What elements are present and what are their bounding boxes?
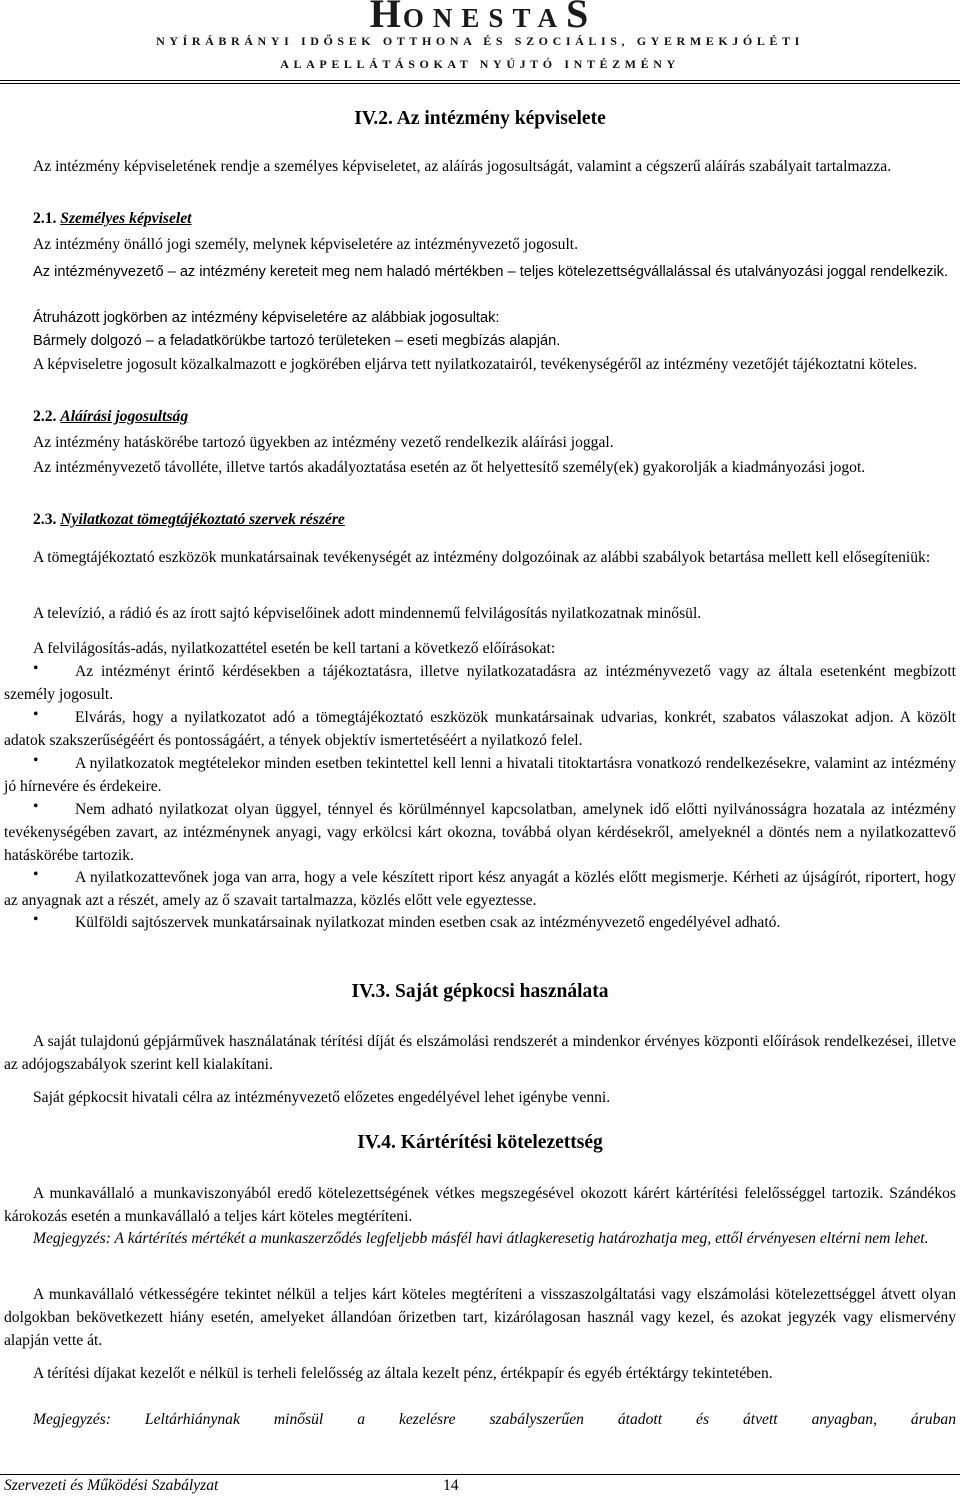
- subsection-title: Személyes képviselet: [60, 210, 192, 227]
- paragraph: A felvilágosítás-adás, nyilatkozattétel esetén be kell tartani a következő előírásokat:: [33, 640, 556, 657]
- paragraph: Az intézményvezető távolléte, illetve tartós akadályoztatása esetén az őt helyettesítő személy(ek) gyakorolják a kiadmányozási jogot.: [33, 459, 866, 476]
- logo-letter-h: H: [369, 0, 403, 36]
- paragraph: A munkavállaló vétkességére tekintet nélkül a teljes kárt köteles megtéríteni a visszaszolgáltatási vagy elszámolási kötelezettséggel átvett olyan dolgokban bekövetkezett hiány esetén, amelyeket állandóan őrizetben tart, kizárólagosan használ vagy kezel, és azokat jegyzék vagy elismervény alapján vette át.: [4, 1286, 956, 1350]
- header-logo: [0, 0, 960, 34]
- subsection-number: 2.3.: [33, 511, 57, 528]
- subsection-title: Aláírási jogosultság: [60, 408, 189, 425]
- logo-letter-s: S: [565, 0, 591, 36]
- bullet-icon: •: [33, 706, 39, 723]
- note-paragraph: Megjegyzés: Leltárhiánynak minősül a kezelésre szabályszerűen átadott és átvett anyagban, áruban: [33, 1411, 956, 1428]
- paragraph: Az intézmény önálló jogi személy, melynek képviseletére az intézményvezető jogosult.: [33, 236, 579, 253]
- page-number: 14: [443, 1477, 459, 1494]
- header-line-1: NYÍRÁBRÁNYI IDŐSEK OTTHONA ÉS SZOCIÁLIS, GYERMEKJÓLÉTI: [156, 34, 804, 48]
- bullet-icon: •: [33, 752, 39, 769]
- list-item: A nyilatkozattevőnek joga van arra, hogy a vele készített riport kész anyagát a közlés előtt megismerje. Kérheti az újságírót, riportert, hogy az anyagnak azt a részét, amely az ő szavait tartalmazza, közlés előtt vele egyeztesse.: [4, 869, 956, 910]
- paragraph: A tömegtájékoztató eszközök munkatársainak tevékenységét az intézmény dolgozóinak az alábbi szabályok betartása mellett kell elősegíteniük:: [33, 549, 931, 566]
- subsection-number: 2.2.: [33, 408, 57, 425]
- subsection-2-3-heading: [33, 511, 345, 529]
- footer-title: Szervezeti és Működési Szabályzat: [4, 1477, 219, 1494]
- section-title-iv2: IV.2. Az intézmény képviselete: [354, 108, 606, 129]
- subsection-2-2-heading: [33, 408, 188, 426]
- bullet-icon: •: [33, 866, 39, 883]
- bullet-icon: •: [33, 911, 39, 928]
- paragraph: Az intézményvezető – az intézmény kereteit meg nem haladó mértékben – teljes kötelezettségvállalással és utalványozási joggal rendelkezik.: [33, 264, 949, 280]
- note-paragraph: Megjegyzés: A kártérítés mértékét a munkaszerződés legfeljebb másfél havi átlagkeresetig határozhatja meg, ettől érvényesen eltérni nem lehet.: [33, 1230, 929, 1247]
- subsection-number: 2.1.: [33, 210, 57, 227]
- list-item: Külföldi sajtószervek munkatársainak nyilatkozat minden esetben csak az intézményvezető engedélyével adható.: [75, 914, 781, 931]
- section-title-iv4: IV.4. Kártérítési kötelezettség: [357, 1132, 603, 1153]
- paragraph: A képviseletre jogosult közalkalmazott e jogkörében eljárva tett nyilatkozatairól, tevékenységéről az intézmény vezetőjét tájékoztatni köteles.: [33, 356, 918, 373]
- bullet-icon: •: [33, 798, 39, 815]
- logo-letters: ONESTA: [402, 3, 566, 33]
- list-item: Az intézményt érintő kérdésekben a tájékoztatásra, illetve nyilatkozatadásra az intézményvezető vagy az általa esetenként megbízott személy jogosult.: [4, 663, 956, 704]
- paragraph: Bármely dolgozó – a feladatkörükbe tartozó területeken – eseti megbízás alapján.: [33, 333, 561, 349]
- subsection-2-1-heading: [33, 210, 192, 228]
- list-item: Elvárás, hogy a nyilatkozatot adó a tömegtájékoztató eszközök munkatársainak udvarias, konkrét, szabatos válaszokat adjon. A közölt adatok szakszerűségéért és pontosságáért, a tények objektív ismertetéséért a nyilatkozó felel.: [4, 709, 956, 750]
- paragraph: A saját tulajdonú gépjárművek használatának térítési díját és elszámolási rendszerét a mindenkor érvényes központi előírások rendelkezései, illetve az adójogszabályok szerint kell kialakítani.: [4, 1033, 956, 1074]
- header-line-2: ALAPELLÁTÁSOKAT NYÚJTÓ INTÉZMÉNY: [280, 57, 680, 71]
- bullet-icon: •: [33, 660, 39, 677]
- section-title-iv3: IV.3. Saját gépkocsi használata: [351, 981, 609, 1002]
- paragraph: A térítési díjakat kezelőt e nélkül is terheli felelősség az általa kezelt pénz, értékpapír és egyéb értéktárgy tekintetében.: [33, 1365, 773, 1382]
- paragraph: A munkavállaló a munkaviszonyából eredő kötelezettségének vétkes megszegésével okozott kárért kártérítési felelősséggel tartozik. Szándékos károkozás esetén a munkavállaló a teljes kárt köteles megtéríteni.: [4, 1185, 956, 1226]
- footer-rule: [0, 1474, 960, 1475]
- paragraph: A televízió, a rádió és az írott sajtó képviselőinek adott mindennemű felvilágosítás nyilatkozatnak minősül.: [33, 605, 702, 622]
- subsection-title: Nyilatkozat tömegtájékoztató szervek részére: [60, 511, 345, 528]
- header-rule-bottom: [0, 83, 960, 84]
- paragraph: Átruházott jogkörben az intézmény képviseletére az alábbiak jogosultak:: [33, 310, 500, 326]
- header-rule-top: [0, 80, 960, 81]
- paragraph: Saját gépkocsit hivatali célra az intézményvezető előzetes engedélyével lehet igénybe venni.: [33, 1089, 611, 1106]
- list-item: A nyilatkozatok megtételekor minden esetben tekintettel kell lenni a hivatali titoktartásra vonatkozó rendelkezésekre, valamint az intézmény jó hírnevére és érdekeire.: [4, 755, 956, 796]
- paragraph: Az intézmény hatáskörébe tartozó ügyekben az intézmény vezető rendelkezik aláírási joggal.: [33, 434, 614, 451]
- list-item: Nem adható nyilatkozat olyan üggyel, ténnyel és körülménnyel kapcsolatban, amelynek idő előtti nyilvánosságra hozatala az intézmény tevékenységében zavart, az intézménynek anyagi, vagy erkölcsi kárt okozna, továbbá olyan kérdésekről, amelyeknél a döntés nem a nyilatkozattevő hatáskörébe tartozik.: [4, 801, 956, 865]
- intro-paragraph: Az intézmény képviseletének rendje a személyes képviseletet, az aláírás jogosultságát, valamint a cégszerű aláírás szabályait tartalmazza.: [33, 158, 892, 175]
